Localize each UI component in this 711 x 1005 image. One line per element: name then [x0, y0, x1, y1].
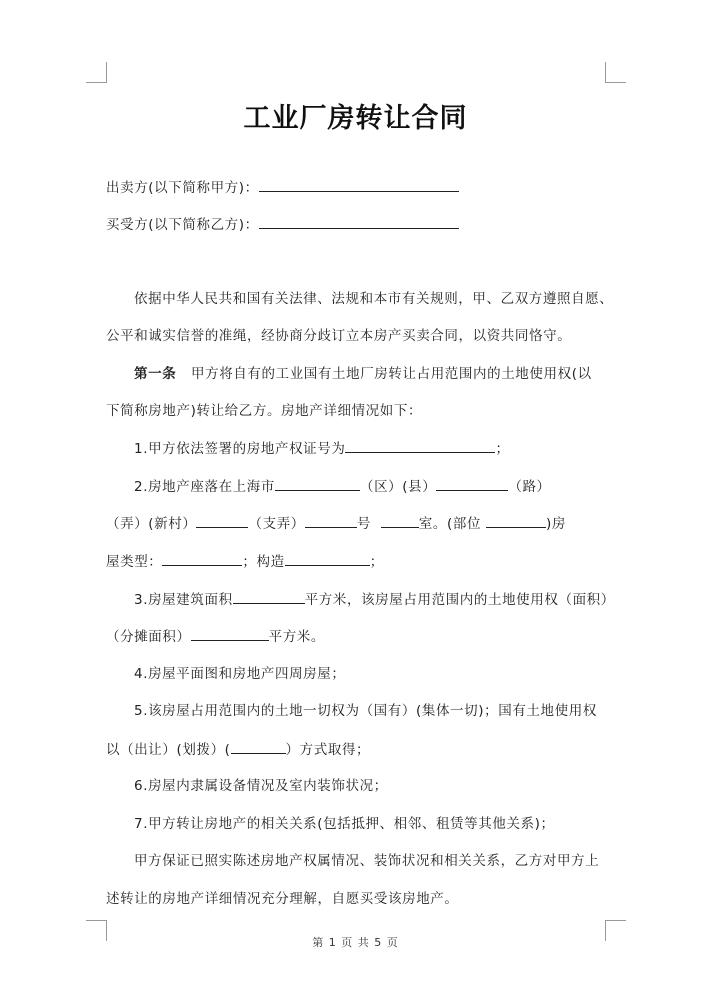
- sub-lane-blank[interactable]: [305, 513, 357, 528]
- building-area-blank[interactable]: [233, 589, 305, 604]
- article1-line-1: [134, 364, 606, 384]
- intro-line-1: 依据中华人民共和国有关法律、法规和本市有关规则，甲、乙双方遵照自愿、: [134, 291, 614, 307]
- item-5-text-b: 以（出让）(划拨）(: [106, 742, 231, 758]
- item-3-text-d: 平方米。: [268, 629, 326, 645]
- item-5-line-2: [106, 739, 606, 760]
- item-7: 7.甲方转让房地产的相关关系(包括抵押、相邻、租赁等其他关系)；: [134, 816, 555, 832]
- buyer-line: [106, 214, 606, 235]
- item-2-text-e: （支弄）: [248, 516, 305, 532]
- structure-blank[interactable]: [285, 551, 370, 566]
- closing-line-1: 甲方保证已照实陈述房地产权属情况、装饰状况和相关关系，乙方对甲方上: [134, 853, 600, 869]
- item-2-line-3: [106, 551, 606, 572]
- article1-heading: 第一条: [134, 366, 177, 382]
- item-3-text-b: 平方米，该房屋占用范围内的土地使用权（面积）: [304, 592, 615, 608]
- lane-blank[interactable]: [196, 513, 248, 528]
- seller-blank[interactable]: [259, 177, 459, 192]
- item-3-text-c: （分摊面积）: [106, 629, 191, 645]
- article1-line-2: 下简称房地产)转让给乙方。房地产详细情况如下：: [106, 403, 423, 419]
- item-2-text-h: )房: [545, 516, 566, 532]
- article1-text-1: 甲方将自有的工业国有土地厂房转让占用范围内的土地使用权(以: [191, 366, 592, 382]
- intro-line-2: 公平和诚实信誉的准绳，经协商分歧订立本房产买卖合同，以资共同恪守。: [106, 328, 572, 344]
- item-2-line-2: [106, 513, 606, 534]
- item-1-end: ；: [495, 441, 510, 457]
- district-blank[interactable]: [275, 476, 360, 491]
- item-3-line-1: [134, 589, 615, 610]
- item-2-text-k: ；: [369, 554, 384, 570]
- item-5-line-1: 5.该房屋占用范围内的土地一切权为（国有）(集体一切)；国有土地使用权: [134, 703, 597, 719]
- page-number: 第 1 页 共 5 页: [312, 936, 399, 949]
- corner-mark-top-left: [86, 62, 107, 83]
- corner-mark-top-right: [605, 62, 626, 83]
- item-2-text-b: （区）(县）: [359, 479, 437, 495]
- item-2-text-j: ；构造: [242, 554, 285, 570]
- road-blank[interactable]: [436, 476, 508, 491]
- item-2-text-f: 号: [356, 516, 371, 532]
- item-2-text-c: （路）: [508, 479, 551, 495]
- item-2-line-1: [134, 476, 606, 497]
- closing-line-2: 述转让的房地产详细情况充分理解，自愿买受该房地产。: [106, 891, 459, 907]
- item-2-text-d: （弄）(新村）: [106, 516, 197, 532]
- item-2-text-a: 2.房地产座落在上海市: [134, 479, 275, 495]
- item-1-text: 1.甲方依法签署的房地产权证号为: [134, 441, 346, 457]
- seller-line: [106, 177, 606, 198]
- acquisition-method-blank[interactable]: [231, 739, 286, 754]
- item-2-text-i: 屋类型：: [106, 554, 163, 570]
- document-title: 工业厂房转让合同: [243, 103, 468, 134]
- item-2-text-g: 室。(部位: [418, 516, 482, 532]
- buyer-blank[interactable]: [259, 214, 459, 229]
- certificate-number-blank[interactable]: [345, 438, 495, 453]
- item-3-text-a: 3.房屋建筑面积: [134, 592, 233, 608]
- item-3-line-2: [106, 626, 606, 647]
- item-4: 4.房屋平面图和房地产四周房屋；: [134, 666, 346, 682]
- buyer-label: 买受方(以下简称乙方)：: [106, 217, 259, 233]
- room-blank[interactable]: [381, 513, 419, 528]
- item-5-text-c: ）方式取得；: [285, 742, 371, 758]
- shared-area-blank[interactable]: [191, 626, 269, 641]
- item-1: [134, 438, 606, 459]
- position-blank[interactable]: [486, 513, 546, 528]
- item-6: 6.房屋内隶属设备情况及室内装饰状况；: [134, 778, 388, 794]
- seller-label: 出卖方(以下简称甲方)：: [106, 180, 259, 196]
- house-type-blank[interactable]: [162, 551, 242, 566]
